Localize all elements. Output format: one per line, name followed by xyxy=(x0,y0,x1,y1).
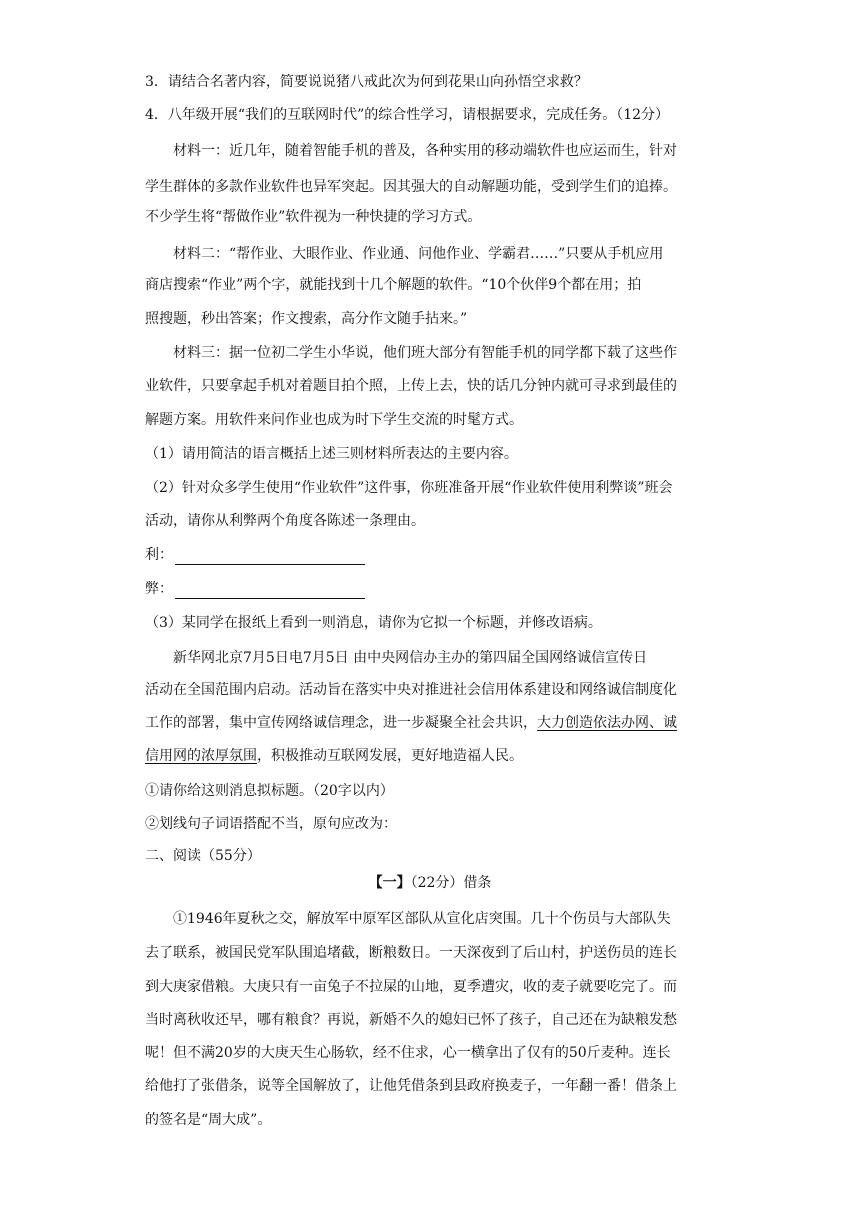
material-2-line: 材料二：“帮作业、大眼作业、作业通、问他作业、学霸君……”只要从手机应用 xyxy=(173,246,664,262)
question-3: 3．请结合名著内容，简要说说猪八戒此次为何到花果山向孙悟空求救？ xyxy=(145,74,588,90)
reading-title-bracket: 【一】 xyxy=(368,875,411,891)
sub-question-2: （2）针对众多学生使用“作业软件”这件事，你班准备开展“作业软件使用利弊谈”班会 xyxy=(145,480,673,496)
disadvantage-label: 弊： xyxy=(145,581,173,597)
sub-question-2: 活动，请你从利弊两个角度各陈述一条理由。 xyxy=(145,513,425,529)
advantage-label: 利： xyxy=(145,547,173,563)
paragraph-line: 当时离秋收还早，哪有粮食？再说，新婚不久的媳妇已怀了孩子，自己还在为缺粮发愁 xyxy=(145,1012,677,1028)
underlined-sentence: 信用网的浓厚氛围 xyxy=(145,748,257,764)
material-1-line: 材料一：近几年，随着智能手机的普及，各种实用的移动端软件也应运而生，针对 xyxy=(173,143,677,159)
material-1-line: 不少学生将“帮做作业”软件视为一种快捷的学习方式。 xyxy=(145,209,482,225)
disadvantage-answer-line xyxy=(145,579,725,599)
news-line: 新华网北京7月5日电7月5日 由中央网信办主办的第四届全国网络诚信宣传日 xyxy=(173,650,648,666)
paragraph-line: 呢！但不满20岁的大庚天生心肠软，经不住求，心一横拿出了仅有的50斤麦种。连长 xyxy=(145,1045,671,1061)
advantage-blank[interactable] xyxy=(175,550,365,565)
sub-question-1: （1）请用简洁的语言概括上述三则材料所表达的主要内容。 xyxy=(145,446,518,462)
material-3-line: 业软件，只要拿起手机对着题目拍个照，上传上去，快的话几分钟内就可寻求到最佳的 xyxy=(145,378,677,394)
reading-title xyxy=(0,873,860,893)
section-heading: 二、阅读（55分） xyxy=(145,848,261,864)
paragraph-line: ①1946年夏秋之交，解放军中原军区部队从宣化店突围。几十个伤员与大部队失 xyxy=(173,911,671,927)
reading-title-text: （22分）借条 xyxy=(410,875,492,891)
advantage-answer-line xyxy=(145,545,725,565)
news-text: ，积极推动互联网发展，更好地造福人民。 xyxy=(257,748,523,764)
paragraph-line: 到大庚家借粮。大庚只有一亩兔子不拉屎的山地，夏季遭灾，收的麦子就要吃完了。而 xyxy=(145,979,677,995)
news-line: 活动在全国范围内启动。活动旨在落实中央对推进社会信用体系建设和网络诚信制度化 xyxy=(145,682,677,698)
material-3-line: 解题方案。用软件来问作业也成为时下学生交流的时髦方式。 xyxy=(145,412,523,428)
paragraph-line: 的签名是“周大成”。 xyxy=(145,1112,272,1128)
material-2-line: 商店搜索“作业”两个字，就能找到十几个解题的软件。“10个伙伴9个都在用；拍 xyxy=(145,277,642,293)
material-3-line: 材料三：据一位初二学生小华说，他们班大部分有智能手机的同学都下载了这些作 xyxy=(173,345,677,361)
material-1-line: 学生群体的多款作业软件也异军突起。因其强大的自动解题功能，受到学生们的追捧。 xyxy=(145,179,677,195)
disadvantage-blank[interactable] xyxy=(175,584,365,599)
news-text: 工作的部署，集中宣传网络诚信理念，进一步凝聚全社会共识， xyxy=(145,715,537,731)
sub-task-2: ②划线句子词语搭配不当，原句应改为： xyxy=(145,816,397,832)
material-2-line: 照搜题，秒出答案；作文搜索，高分作文随手拈来。” xyxy=(145,311,468,327)
sub-question-3: （3）某同学在报纸上看到一则消息，请你为它拟一个标题，并修改语病。 xyxy=(145,615,602,631)
news-line xyxy=(145,713,725,733)
paragraph-line: 去了联系，被国民党军队围追堵截，断粮数日。一天深夜到了后山村，护送伤员的连长 xyxy=(145,945,677,961)
question-4: 4．八年级开展“我们的互联网时代”的综合性学习，请根据要求，完成任务。（12分） xyxy=(145,107,670,123)
sub-task-1: ①请你给这则消息拟标题。（20字以内） xyxy=(145,783,394,799)
news-line xyxy=(145,746,725,766)
paragraph-line: 给他打了张借条，说等全国解放了，让他凭借条到县政府换麦子，一年翻一番！借条上 xyxy=(145,1078,677,1094)
underlined-sentence: 大力创造依法办网、诚 xyxy=(537,715,677,731)
